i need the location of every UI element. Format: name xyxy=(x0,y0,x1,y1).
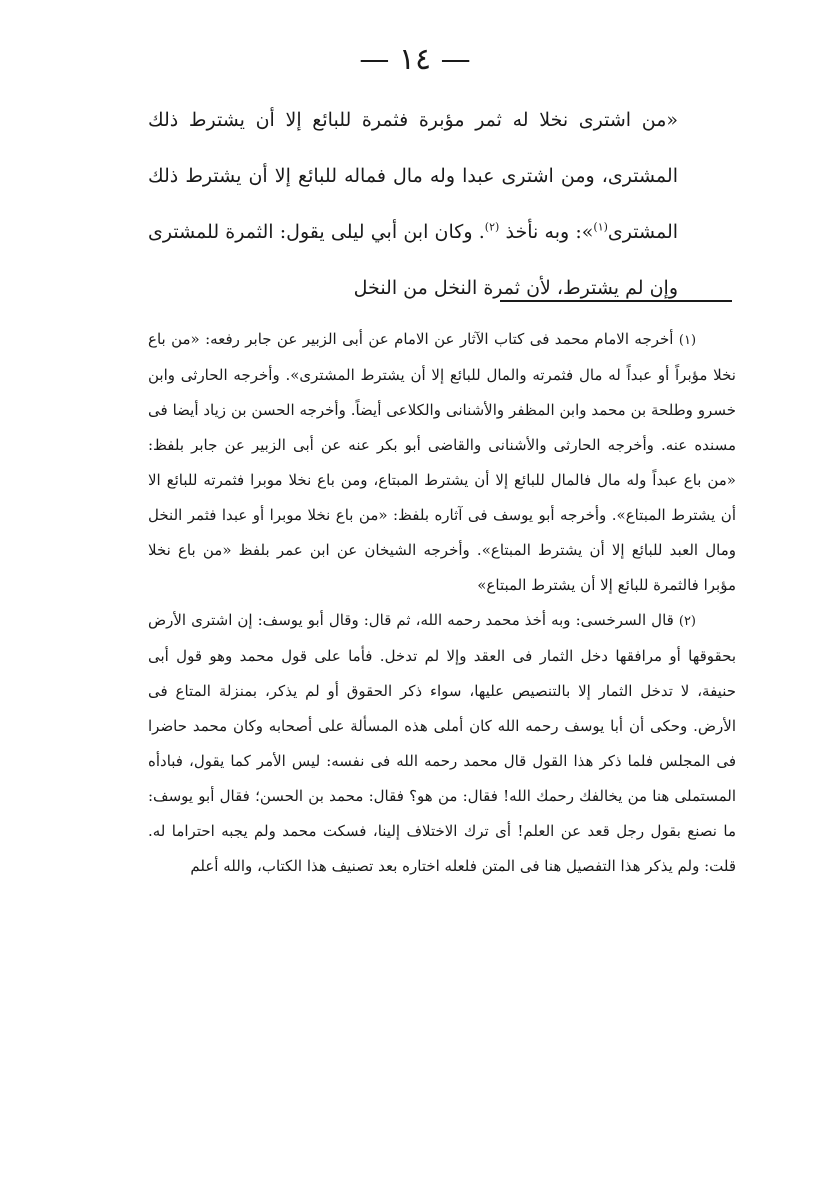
footnote-1-text: أخرجه الامام محمد فى كتاب الآثار عن الامام عن أبى الزبير عن جابر رفعه: «من باع نخلا مؤبراً أو عبداً له مال فثمرته والمال للبائع إلا أن يشترط المشترى». وأخرجه الحارثى وابن خسرو وطلحة بن محمد وابن المظفر والأشنانى والكلاعى أيضاً. وأخرجه الحسن بن زياد أيضا فى مسنده عنه. وأخرجه الحارثى والأشنانى والقاضى أبو بكر عنه عن أبى الزبير عن جابر بلفظ: «من باع عبداً وله مال فالمال للبائع إلا أن يشترط المبتاع، ومن باع نخلا موبرا فثمرته للبائع الا أن يشترط المبتاع». وأخرجه أبو يوسف فى آثاره بلفظ: «من باع نخلا موبرا أو عبدا فثمر النخل ومال العبد للبائع إلا أن يشترط المبتاع». وأخرجه الشيخان عن ابن عمر بلفظ «من باع نخلا مؤبرا فالثمرة للبائع إلا أن يشترط المبتاع» xyxy=(148,330,736,594)
footnote-ref-2: (٢) xyxy=(484,220,500,234)
main-paragraph xyxy=(148,92,678,316)
footnote-ref-1: (١) xyxy=(593,220,608,234)
main-text-part-3: . وكان ابن أبي ليلى يقول: الثمرة للمشترى وإن لم يشترط، لأن ثمرة النخل من النخل xyxy=(148,221,678,299)
footnote-2-text: قال السرخسى: وبه أخذ محمد رحمه الله، ثم قال: وقال أبو يوسف: إن اشترى الأرض بحقوقها أو مرافقها دخل الثمار فى العقد وإلا لم تدخل. فأما على قول محمد وهو قول أبى حنيفة، لا تدخل الثمار إلا بالتنصيص عليها، سواء ذكر الحقوق أو لم يذكر، بمنزلة المتاع فى الأرض. وحكى أن أبا يوسف رحمه الله كان أملى هذه المسألة على أصحابه وكان محمد حاضرا فى المجلس فلما ذكر هذا القول قال محمد رحمه الله فى نفسه: ليس الأمر كما يقول، فبادأه المستملى هنا من يخالفك رحمك الله! فقال: من هو؟ فقال: محمد بن الحسن؛ فقال أبو يوسف: ما نصنع بقول رجل قعد عن العلم! أى ترك الاختلاف إلينا، فسكت محمد ولم يجبه احتراما له. قلت: ولم يذكر هذا التفصيل هنا فى المتن فلعله اختاره بعد تصنيف هذا الكتاب، والله أعلم xyxy=(148,611,736,875)
footnote-divider xyxy=(500,300,732,302)
main-text-part-1: «من اشترى نخلا له ثمر مؤبرة فثمرة للبائع إلا أن يشترط ذلك المشترى، ومن اشترى عبدا وله مال فماله للبائع إلا أن يشترط ذلك المشترى xyxy=(148,109,679,243)
footnotes xyxy=(148,322,736,884)
footnote-1-marker: (١) xyxy=(678,333,697,348)
page-number: — ١٤ — xyxy=(359,42,471,77)
footnote-1 xyxy=(148,322,736,603)
footnote-2 xyxy=(148,603,736,884)
footnote-2-marker: (٢) xyxy=(678,614,696,629)
main-text-part-2: »: وبه نأخذ xyxy=(505,221,594,243)
main-text xyxy=(148,92,678,316)
